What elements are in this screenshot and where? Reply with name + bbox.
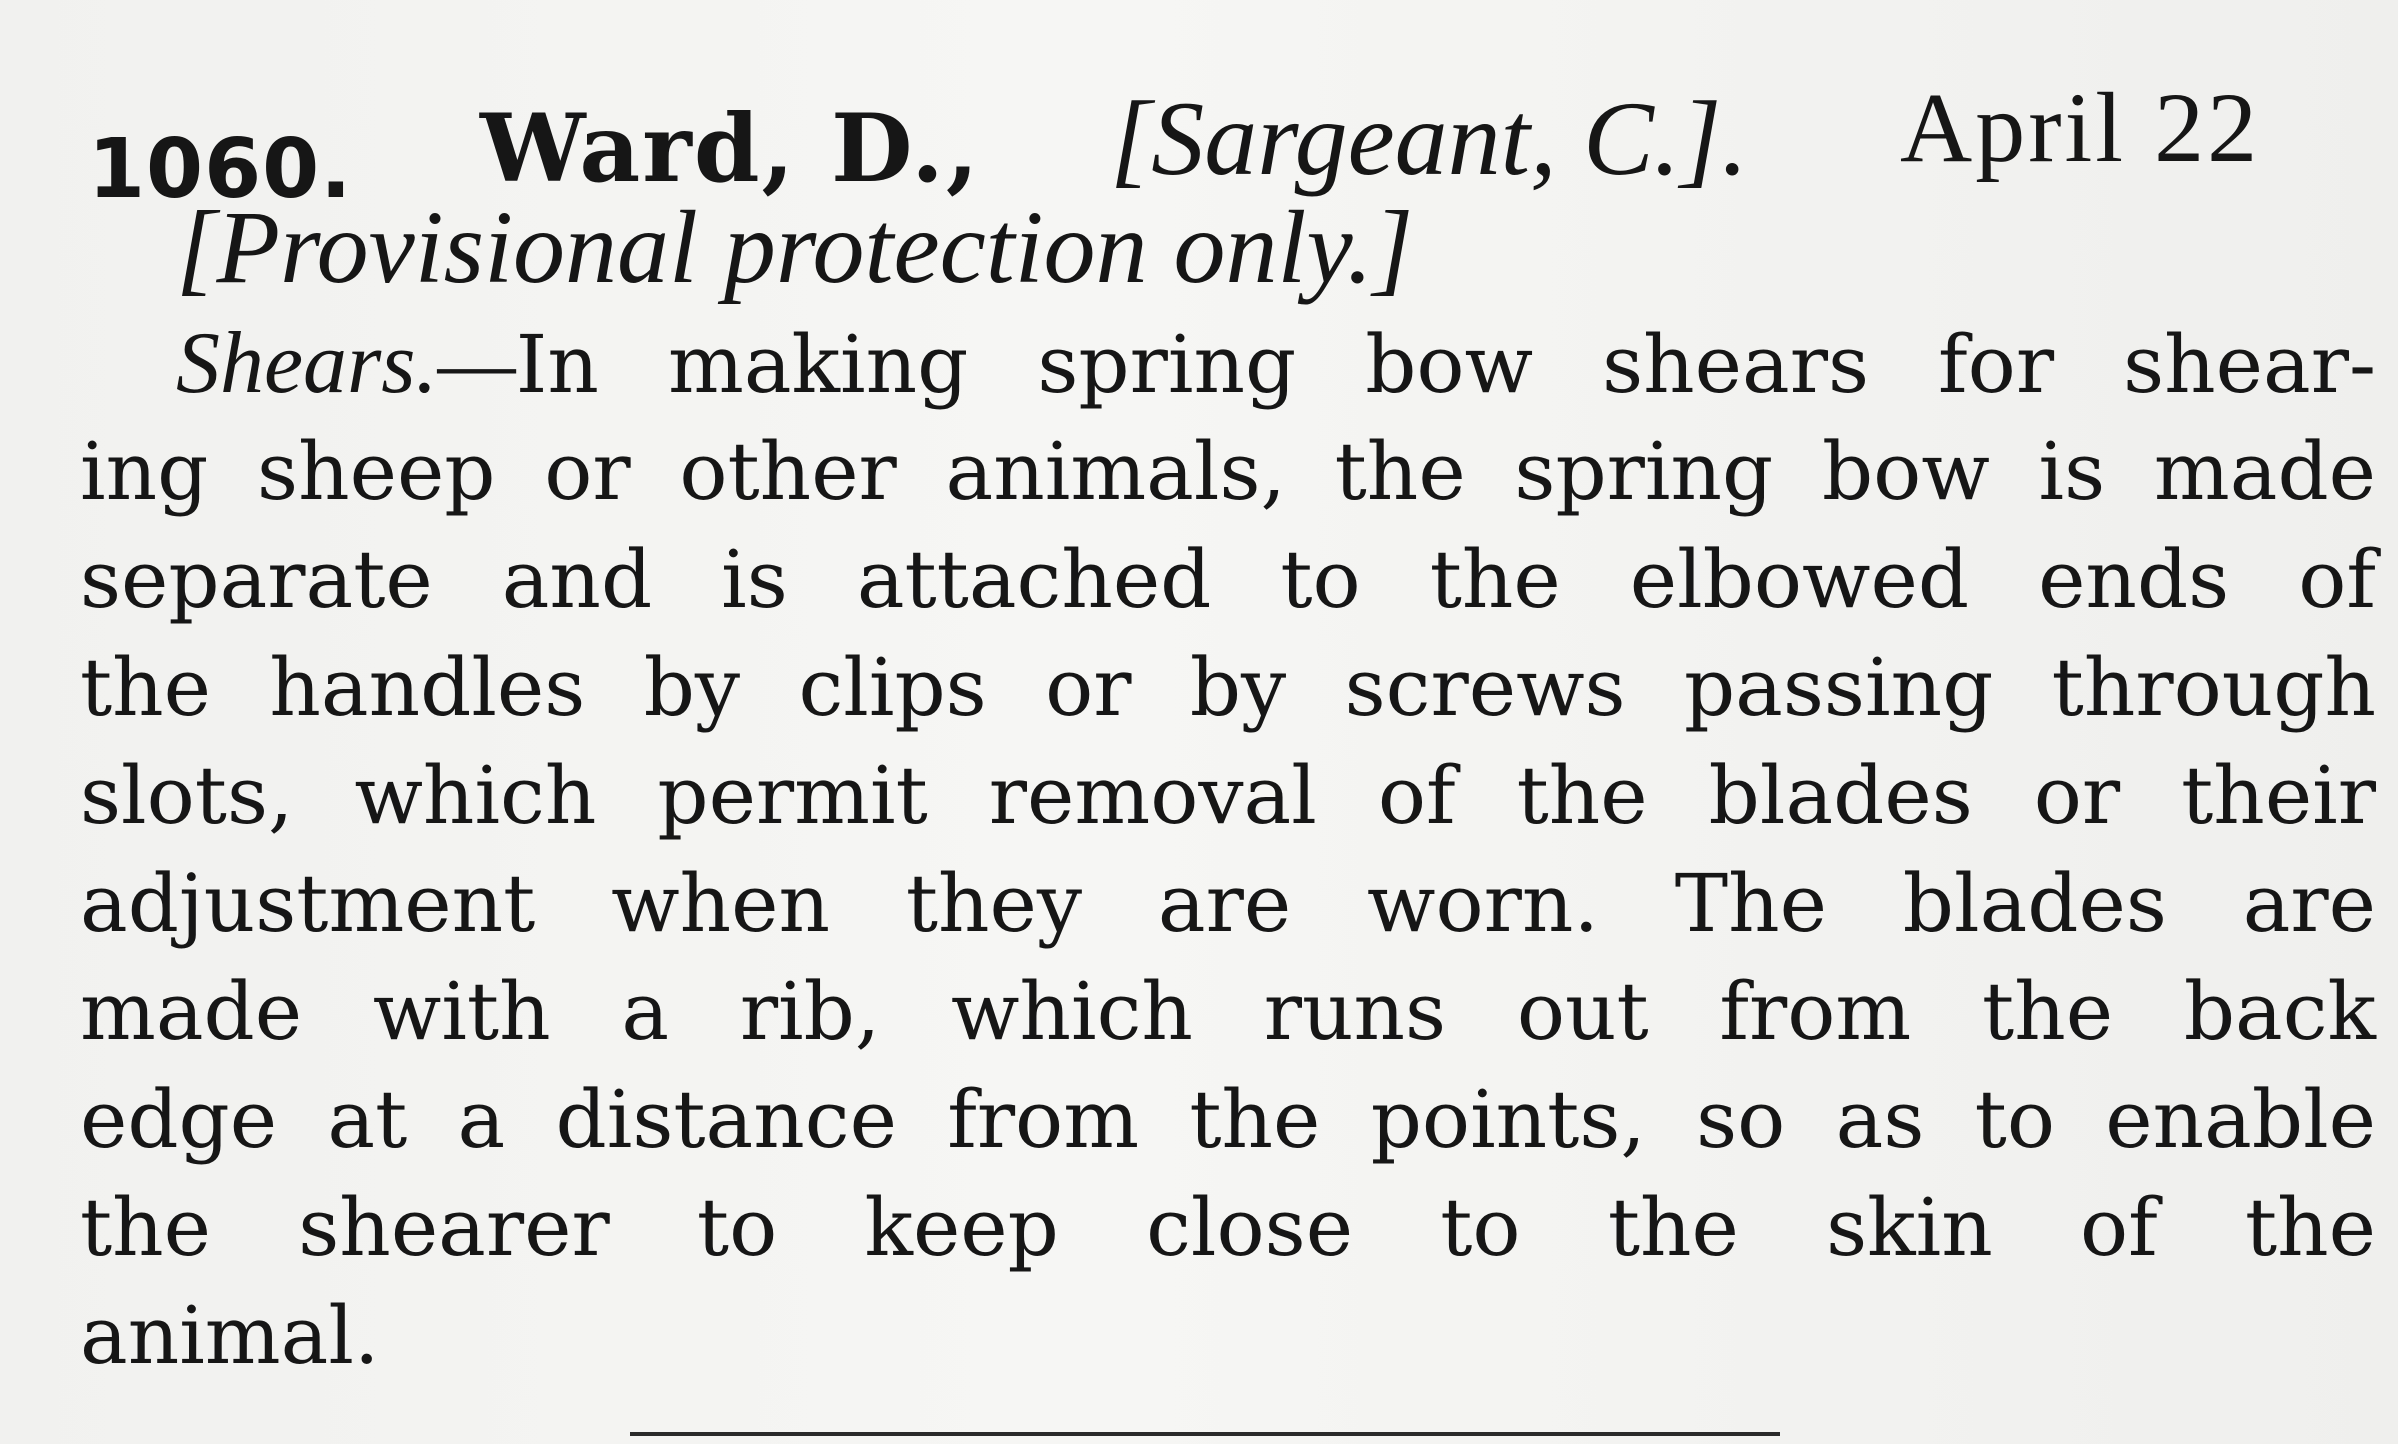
entry-header	[80, 52, 2370, 305]
abstract-line: ing sheep or other animals, the spring bow is made	[80, 425, 2376, 518]
agent-name: [Sargeant, C.].	[1110, 80, 1749, 197]
abstract-line: edge at a distance from the points, so as to enable	[80, 1073, 2376, 1166]
protection-note: [Provisional protection only.]	[176, 190, 1414, 305]
abstract-body	[80, 310, 2376, 1390]
abstract-line: the shearer to keep close to the skin of the	[80, 1181, 2376, 1274]
subject-heading: Shears.—	[176, 315, 516, 412]
patent-entry	[80, 52, 2370, 305]
abstract-line: the handles by clips or by screws passing through	[80, 641, 2376, 734]
abstract-line: animal.	[80, 1289, 380, 1382]
abstract-line-text: In making spring bow shears for shear-	[515, 318, 2376, 411]
section-divider	[630, 1432, 1780, 1436]
entry-number: 1060.	[88, 122, 353, 217]
abstract-line: made with a rib, which runs out from the back	[80, 965, 2376, 1058]
abstract-line: slots, which permit removal of the blades or their	[80, 749, 2376, 842]
patentee-name: Ward, D.,	[480, 94, 981, 204]
abstract-line	[80, 310, 2376, 418]
entry-date: April 22	[1900, 72, 2261, 183]
abstract-line: separate and is attached to the elbowed ends of	[80, 533, 2376, 626]
abstract-line: adjustment when they are worn. The blades are	[80, 857, 2376, 950]
